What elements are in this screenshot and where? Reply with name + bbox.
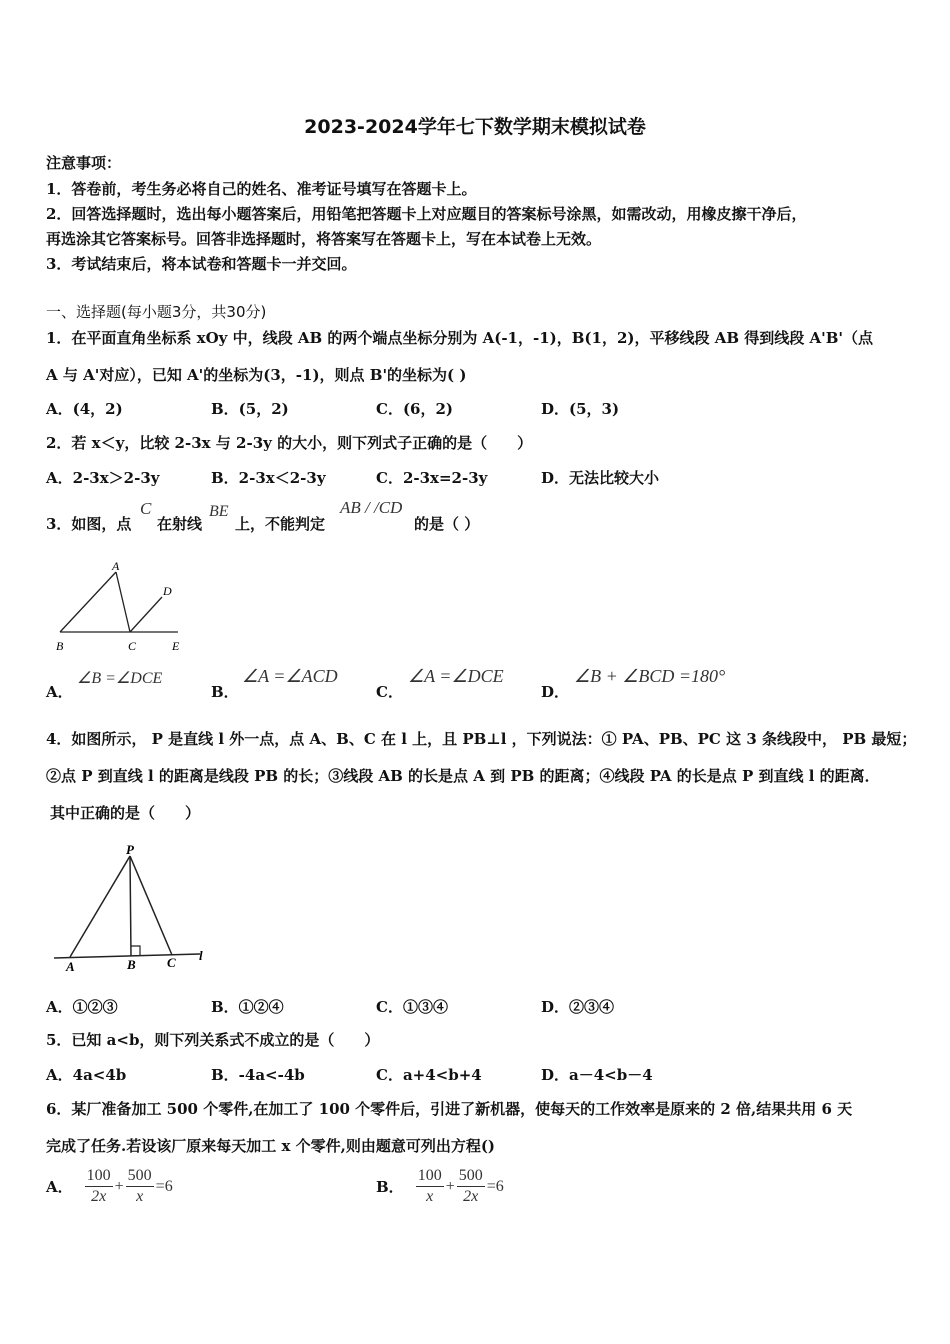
q6-b-den-2: 2x [463,1188,479,1205]
q6-option-b [376,1166,504,1207]
q6-b-plus: + [445,1177,455,1195]
q5-option-b: B．-4a<-4b [211,1066,305,1084]
q1-option-d: D．(5，3) [541,400,620,418]
q4-option-d: D．②③④ [541,998,615,1016]
q2-option-c: C．2-3x=2-3y [376,469,488,487]
q6-b-fraction-1 [416,1166,444,1207]
q6-a-num-2: 500 [126,1166,154,1187]
q6-option-b-label: B． [376,1178,404,1196]
q3-text-2: 在射线 [157,515,203,533]
q2-option-a: A．2-3x＞2-3y [46,469,160,487]
q5-option-d: D．a－4<b－4 [541,1066,653,1084]
note-3: 3．考试结束后，将本试卷和答题卡一并交回。 [46,255,357,273]
q3-option-b-label: B． [211,683,239,701]
q3-text-3: 上，不能判定 [235,515,326,533]
q6-a-num-1: 100 [85,1166,113,1187]
q3-fig-label-d: D [163,584,172,598]
q4-fig-label-l: l [199,948,203,963]
q6-a-den-2: x [136,1188,144,1205]
q6-b-den-1: x [426,1188,434,1205]
q4-fig-label-p: P [126,842,134,857]
q4-line2: ②点 P 到直线 l 的距离是线段 PB 的长；③线段 AB 的长是点 A 到 PB 的距离；④线段 PA 的长是点 P 到直线 l 的距离． [46,767,880,785]
q3-figure [50,555,195,660]
q5-option-a: A．4a<4b [46,1066,127,1084]
section-heading: 一、选择题(每小题3分，共30分) [46,303,267,321]
q4-figure [50,838,215,973]
q3-option-b-math: ∠A =∠ACD [242,666,338,686]
q4-fig-label-c: C [167,955,176,970]
q2-line1: 2．若 x＜y，比较 2-3x 与 2-3y 的大小，则下列式子正确的是（ ） [46,434,533,452]
q3-option-a-label: A． [46,683,73,701]
q6-a-fraction-2 [126,1166,154,1207]
q6-option-a-label: A． [46,1178,73,1196]
q4-option-c: C．①③④ [376,998,448,1016]
q3-fig-label-b: B [56,639,64,653]
note-2a: 2．回答选择题时，选出每小题答案后，用铅笔把答题卡上对应题目的答案标号涂黑，如需改动，用橡皮擦干净后， [46,205,807,223]
note-2b: 再选涂其它答案标号。回答非选择题时，将答案写在答题卡上，写在本试卷上无效。 [46,230,602,248]
q3-option-c-label: C． [376,683,403,701]
q6-b-fraction-2 [457,1166,485,1207]
q6-b-num-1: 100 [416,1166,444,1187]
q3-fig-label-a: A [112,559,120,573]
q3-fig-label-c: C [128,639,137,653]
q6-line2: 完成了任务.若设该厂原来每天加工 x 个零件,则由题意可列出方程() [46,1137,496,1155]
q2-option-d: D．无法比较大小 [541,469,660,487]
q3-text-4: 的是（ ） [414,515,480,533]
notes-heading: 注意事项： [46,154,122,172]
q3-fig-label-e: E [172,639,180,653]
q6-option-a [46,1166,173,1207]
q6-a-equals: =6 [155,1177,173,1195]
q4-option-b: B．①②④ [211,998,284,1016]
q5-option-c: C．a+4<b+4 [376,1066,482,1084]
q3-option-d-label: D． [541,683,570,701]
q3-text-1: 3．如图，点 [46,515,132,533]
q6-a-den-1: 2x [91,1188,107,1205]
q6-a-fraction-1 [85,1166,113,1207]
q6-b-equals: =6 [486,1177,504,1195]
q3-math-parallel: AB / /CD [340,498,403,517]
q1-option-a: A．(4，2) [46,400,123,418]
q3-option-a-math: ∠B =∠DCE [77,670,163,687]
q4-fig-label-a: A [66,959,75,973]
q6-b-num-2: 500 [457,1166,485,1187]
q3-math-c: C [140,499,152,518]
q1-option-b: B．(5，2) [211,400,289,418]
q4-fig-label-b: B [127,957,136,972]
q3-math-be: BE [209,503,229,520]
page-title: 2023-2024学年七下数学期末模拟试卷 [304,116,646,138]
q4-line3: 其中正确的是（ ） [50,804,201,822]
q6-a-plus: + [114,1177,124,1195]
q3-option-d-math: ∠B + ∠BCD =180° [574,666,726,686]
q1-option-c: C．(6，2) [376,400,454,418]
q6-line1: 6．某厂准备加工 500 个零件,在加工了 100 个零件后，引进了新机器，使每天的工作效率是原来的 2 倍,结果共用 6 天 [46,1100,853,1118]
q1-line2: A 与 A'对应），已知 A'的坐标为(3，-1)，则点 B'的坐标为( ) [46,366,467,384]
note-1: 1．答卷前，考生务必将自己的姓名、准考证号填写在答题卡上。 [46,180,477,198]
q1-line1: 1．在平面直角坐标系 xOy 中，线段 AB 的两个端点坐标分别为 A(-1，-1)，B(1，2)，平移线段 AB 得到线段 A'B'（点 [46,329,873,347]
q2-option-b: B．2-3x＜2-3y [211,469,326,487]
q4-line1: 4．如图所示， P 是直线 l 外一点，点 A、B、C 在 l 上，且 PB⊥l ，下列说法：① PA、PB、PC 这 3 条线段中， PB 最短； [46,730,917,748]
q3-option-c-math: ∠A =∠DCE [408,666,504,686]
q5-line1: 5．已知 a<b，则下列关系式不成立的是（ ） [46,1031,380,1049]
q4-option-a: A．①②③ [46,998,118,1016]
